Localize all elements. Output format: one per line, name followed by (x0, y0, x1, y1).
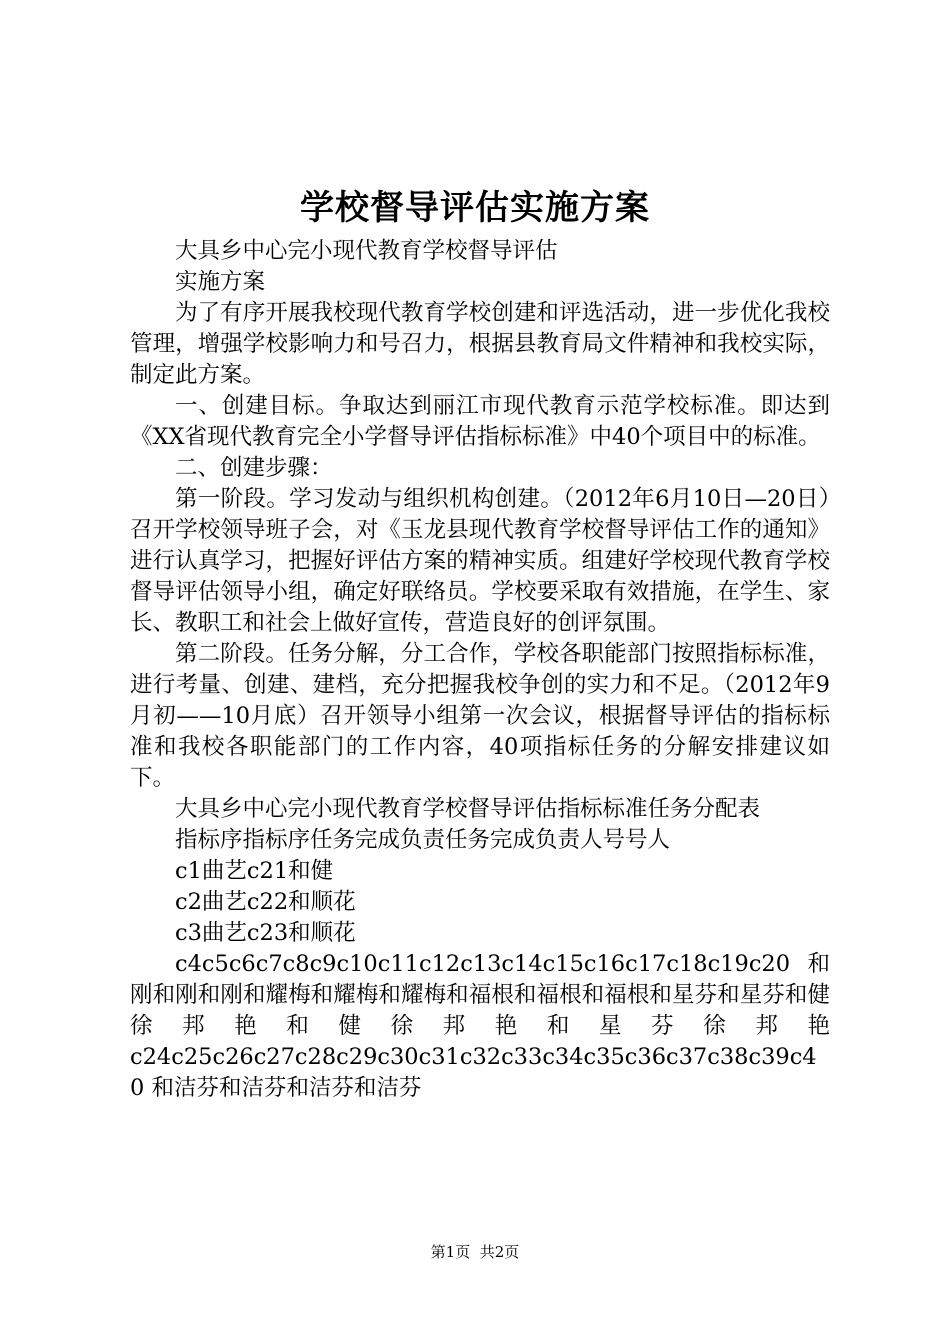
page-number: 第1页 (430, 1243, 471, 1261)
paragraph-table-row-c1: c1曲艺c21和健 (175, 858, 334, 884)
paragraph-table-row-c2: c2曲艺c22和顺花 (175, 889, 356, 915)
paragraph-subtitle-2: 实施方案 (175, 269, 266, 295)
paragraph-steps-heading: 二、创建步骤： (175, 455, 333, 481)
paragraph-stage-two: 第二阶段。任务分解，分工合作，学校各职能部门按照指标标准，进行考量、创建、建档，充分把握我校争创的实力和不足。（2012年9月初——10月底）召开领导小组第一次会议，根据督导评估的指标标准和我校各职能部门的工作内容，40项指标任务的分解安排建议如下。 (130, 641, 830, 791)
paragraph-goal: 一、创建目标。争取达到丽江市现代教育示范学校标准。即达到《XX省现代教育完全小学督导评估指标标准》中40个项目中的标准。 (130, 393, 830, 450)
paragraph-table-title: 大具乡中心完小现代教育学校督导评估指标标准任务分配表 (175, 796, 761, 822)
page-total: 共2页 (479, 1243, 520, 1261)
document-body (130, 236, 830, 1104)
paragraph-table-row-c24-c40: c24c25c26c27c28c29c30c31c32c33c34c35c36c37c38c39c40 和洁芬和洁芬和洁芬和洁芬 (130, 1044, 817, 1101)
paragraph-subtitle-1: 大具乡中心完小现代教育学校督导评估 (175, 238, 558, 264)
paragraph-table-header: 指标序指标序任务完成负责任务完成负责人号号人 (175, 827, 671, 853)
paragraph-table-row-c4-c20: c4c5c6c7c8c9c10c11c12c13c14c15c16c17c18c19c20和刚和刚和刚和耀梅和耀梅和耀梅和福根和福根和福根和星芬和星芬和健徐邦艳和健徐邦艳和星芬徐邦艳 (130, 951, 830, 1039)
paragraph-stage-one: 第一阶段。学习发动与组织机构创建。（2012年6月10日—20日）召开学校领导班子会，对《玉龙县现代教育学校督导评估工作的通知》进行认真学习，把握好评估方案的精神实质。组建好学校现代教育学校督导评估领导小组，确定好联络员。学校要采取有效措施，在学生、家长、教职工和社会上做好宣传，营造良好的创评氛围。 (130, 486, 830, 636)
paragraph-table-row-c3: c3曲艺c23和顺花 (175, 920, 356, 946)
paragraph-intro: 为了有序开展我校现代教育学校创建和评选活动，进一步优化我校管理，增强学校影响力和号召力，根据县教育局文件精神和我校实际，制定此方案。 (130, 300, 830, 388)
document-title: 学校督导评估实施方案 (300, 188, 650, 228)
page-footer (0, 1242, 950, 1262)
